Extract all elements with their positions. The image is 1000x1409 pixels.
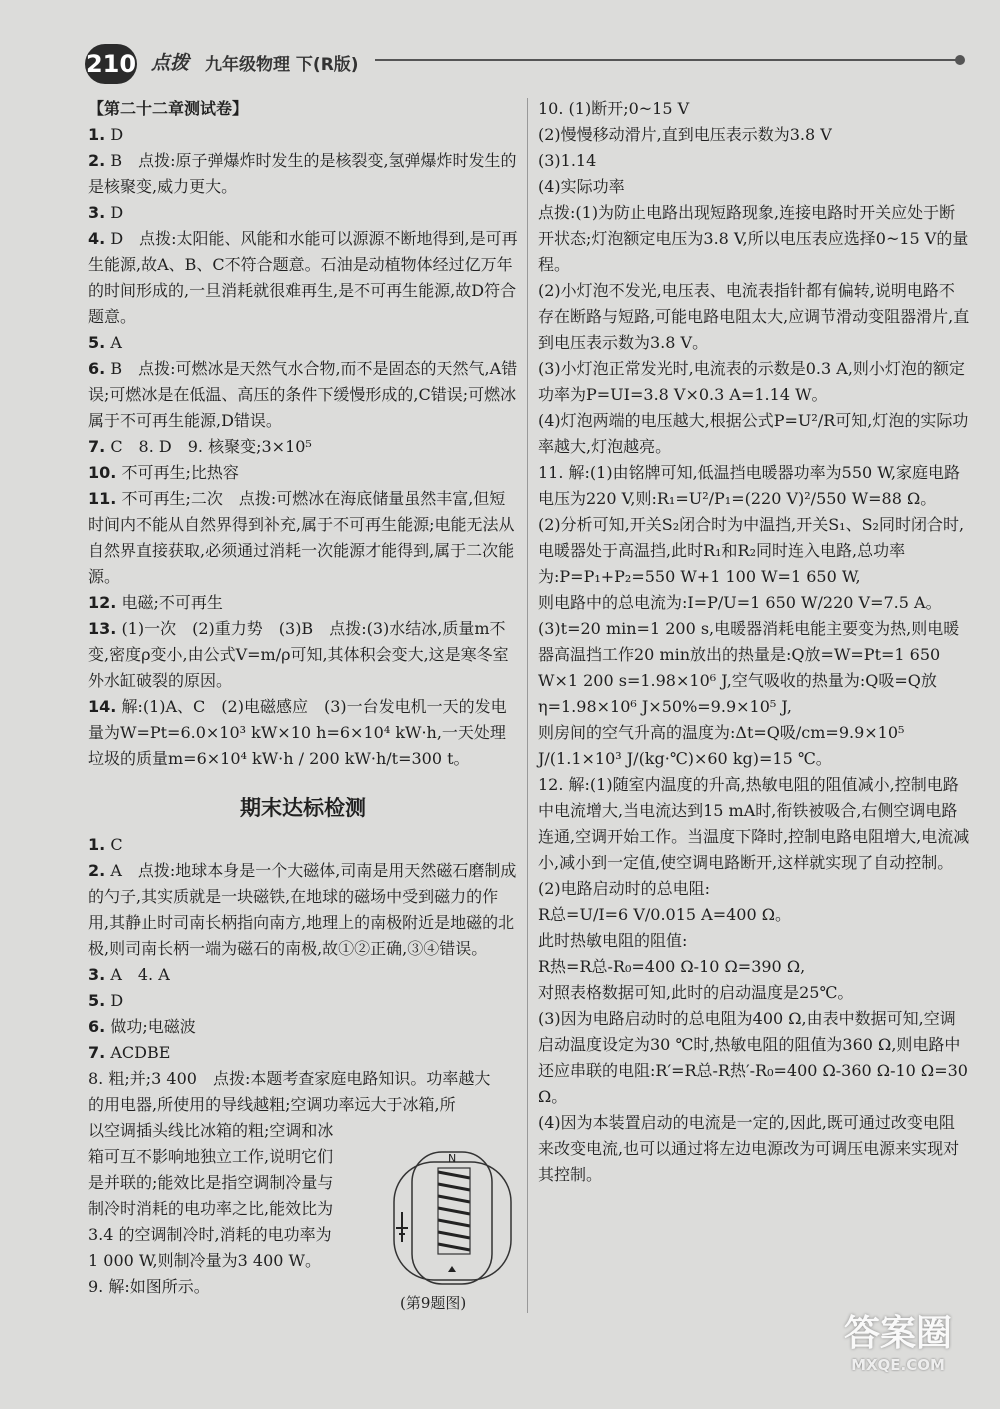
answer-item: 12. 电磁;不可再生 (88, 593, 223, 612)
answer-item: 6. B 点拨:可燃冰是天然气水合物,而不是固态的天然气,A错误;可燃冰是在低温、高压的条件下缓慢形成的,C错误;可燃冰属于不可再生能源,D错误。 (88, 359, 518, 430)
book-title: 九年级物理 下(R版) (205, 55, 359, 75)
answer-item: 13. (1)一次 (2)重力势 (3)B 点拨:(3)水结冰,质量m不变,密度ρ变小,由公式V=m/ρ可知,其体积会变大,这是寒冬室外水缸破裂的原因。 (88, 619, 509, 690)
right-column (538, 96, 970, 1188)
answer-line: R热=R总-R₀=400 Ω-10 Ω=390 Ω, (538, 957, 806, 976)
answer-line: 12. 解:(1)随室内温度的升高,热敏电阻的阻值减小,控制电路中电流增大,当电流达到15 mA时,衔铁被吸合,右侧空调电路连通,空调开始工作。当温度下降时,控制电路电阻增大,电流减小,减小到一定值,使空调电路断开,这样就实现了自动控制。 (538, 775, 970, 872)
item8-line: 3.4 的空调制冷时,消耗的电功率为 (88, 1225, 332, 1244)
answer-line: 11. 解:(1)由铭牌可知,低温挡电暖器功率为550 W,家庭电路电压为220 V,则:R₁=U²/P₁=(220 V)²/550 W=88 Ω。 (538, 463, 961, 508)
answer-line: (3)因为电路启动时的总电阻为400 Ω,由表中数据可知,空调启动温度设定为30 ℃时,热敏电阻的阻值为360 Ω,则电路中还应串联的电阻:R′=R总-R热′-R₀=400 Ω-360 Ω-10 Ω=30 Ω。 (538, 1009, 968, 1106)
answer-item: 5. D (88, 991, 124, 1010)
figure-caption: (第9题图) (400, 1294, 467, 1312)
answer-item: 14. 解:(1)A、C (2)电磁感应 (3)一台发电机一天的发电量为W=Pt=6.0×10³ kW×10 h=6×10⁴ kW·h,一天处理垃圾的质量m=6×10⁴ kW·h / 200 kW·h/t=300 t。 (88, 697, 507, 768)
answer-item: 1. C (88, 835, 123, 854)
answer-item-9: 9. 解:如图所示。 (88, 1277, 210, 1296)
answer-item: 4. D 点拨:太阳能、风能和水能可以源源不断地得到,是可再生能源,故A、B、C不符合题意。石油是动植物体经过亿万年的时间形成的,一旦消耗就很难再生,是不可再生能源,故D符合题意。 (88, 229, 518, 326)
answer-item: 2. B 点拨:原子弹爆炸时发生的是核裂变,氢弹爆炸时发生的是核聚变,威力更大。 (88, 151, 517, 196)
watermark (818, 1305, 978, 1395)
answer-line: (4)灯泡两端的电压越大,根据公式P=U²/R可知,灯泡的实际功率越大,灯泡越亮。 (538, 411, 969, 456)
coil-windings (438, 1172, 470, 1250)
answer-item: 3. A 4. A (88, 965, 170, 984)
answer-item: 10. 不可再生;比热容 (88, 463, 239, 482)
answer-item: 1. D (88, 125, 124, 144)
answer-line: 则房间的空气升高的温度为:Δt=Q吸/cm=9.9×10⁵ J/(1.1×10³ J/(kg·℃)×60 kg)=15 ℃。 (538, 723, 905, 768)
item8-line: 以空调插头线比冰箱的粗;空调和冰 (88, 1121, 334, 1140)
answer-line: R总=U/I=6 V/0.015 A=400 Ω。 (538, 905, 792, 924)
answer-item: 3. D (88, 203, 124, 222)
answer-line: (2)小灯泡不发光,电压表、电流表指针都有偏转,说明电路不存在断路与短路,可能电路电阻太大,应调节滑动变阻器滑片,直到电压表示数为3.8 V。 (538, 281, 970, 352)
page-number: 210 (85, 44, 137, 84)
answer-item: 2. A 点拨:地球本身是一个大磁体,司南是用天然磁石磨制成的勺子,其实质就是一块磁铁,在地球的磁场中受到磁力的作用,其静止时司南长柄指向南方,地理上的南极附近是地磁的北极,则司南长柄一端为磁石的南极,故①②正确,③④错误。 (88, 861, 517, 958)
header-rule-dot (955, 55, 965, 65)
solenoid-figure (390, 1142, 515, 1290)
answer-line: (4)实际功率 (538, 177, 625, 196)
column-divider (527, 98, 528, 1313)
header-rule (375, 59, 960, 61)
answer-line: (3)1.14 (538, 151, 597, 170)
answer-item: 5. A (88, 333, 122, 352)
answer-line: (3)t=20 min=1 200 s,电暖器消耗电能主要变为热,则电暖器高温挡工作20 min放出的热量是:Q放=W=Pt=1 650 W×1 200 s=1.98×10⁶ J,空气吸收的热量为:Q吸=Q放η=1.98×10⁶ J×50%=9.9×10⁵ J, (538, 619, 960, 716)
battery-symbol (396, 1212, 408, 1242)
item8-line: 箱可互不影响地独立工作,说明它们 (88, 1147, 334, 1166)
answer-item: 7. ACDBE (88, 1043, 171, 1062)
chapter-heading: 【第二十二章测试卷】 (88, 99, 249, 118)
chapter-answers (88, 122, 518, 772)
answer-line: 则电路中的总电流为:I=P/U=1 650 W/220 V=7.5 A。 (538, 593, 942, 612)
watermark-text: 答案圈 (843, 1313, 952, 1354)
answer-line: (2)电路启动时的总电阻: (538, 879, 711, 898)
item8-line: 1 000 W,则制冷量为3 400 W。 (88, 1251, 321, 1270)
field-line-inner (412, 1152, 492, 1284)
item8-line: 的用电器,所使用的导线越粗;空调功率远大于冰箱,所 (88, 1095, 456, 1114)
answer-line: 点拨:(1)为防止电路出现短路现象,连接电路时开关应处于断开状态;灯泡额定电压为3.8 V,所以电压表应选择0~15 V的量程。 (538, 203, 969, 274)
pole-label-n: N (448, 1152, 457, 1165)
answer-line: (3)小灯泡正常发光时,电流表的示数是0.3 A,则小灯泡的额定功率为P=UI=3.8 V×0.3 A=1.14 W。 (538, 359, 965, 404)
answer-item: 6. 做功;电磁波 (88, 1017, 196, 1036)
section-title: 期末达标检测 (240, 796, 366, 820)
answer-item: 11. 不可再生;二次 点拨:可燃冰在海底储量虽然丰富,但短时间内不能从自然界得到补充,属于不可再生能源;电能无法从自然界直接获取,必须通过消耗一次能源才能得到,属于二次能源。 (88, 489, 515, 586)
item8-line: 8. 粗;并;3 400 点拨:本题考查家庭电路知识。功率越大 (88, 1069, 491, 1088)
answer-line: 对照表格数据可知,此时的启动温度是25℃。 (538, 983, 854, 1002)
arrow-icon (448, 1266, 456, 1272)
answer-line: 10. (1)断开;0~15 V (538, 99, 690, 118)
left-column (88, 96, 518, 1300)
item8-line: 制冷时消耗的电功率之比,能效比为 (88, 1199, 334, 1218)
answer-line: 此时热敏电阻的阻值: (538, 931, 688, 950)
answer-line: (2)慢慢移动滑片,直到电压表示数为3.8 V (538, 125, 832, 144)
answer-item: 7. C 8. D 9. 核聚变;3×10⁵ (88, 437, 312, 456)
item8-line: 是并联的;能效比是指空调制冷量与 (88, 1173, 334, 1192)
brand-name: 点拨 (151, 52, 190, 74)
watermark-url: MXQE.COM (851, 1356, 945, 1374)
answer-line: (2)分析可知,开关S₂闭合时为中温挡,开关S₁、S₂同时闭合时,电暖器处于高温挡,此时R₁和R₂同时连入电路,总功率为:P=P₁+P₂=550 W+1 100 W=1 650 W, (538, 515, 965, 586)
answer-line: (4)因为本装置启动的电流是一定的,因此,既可通过改变电阻来改变电流,也可以通过将左边电源改为可调压电源来实现对其控制。 (538, 1113, 960, 1184)
page-header (85, 44, 970, 84)
